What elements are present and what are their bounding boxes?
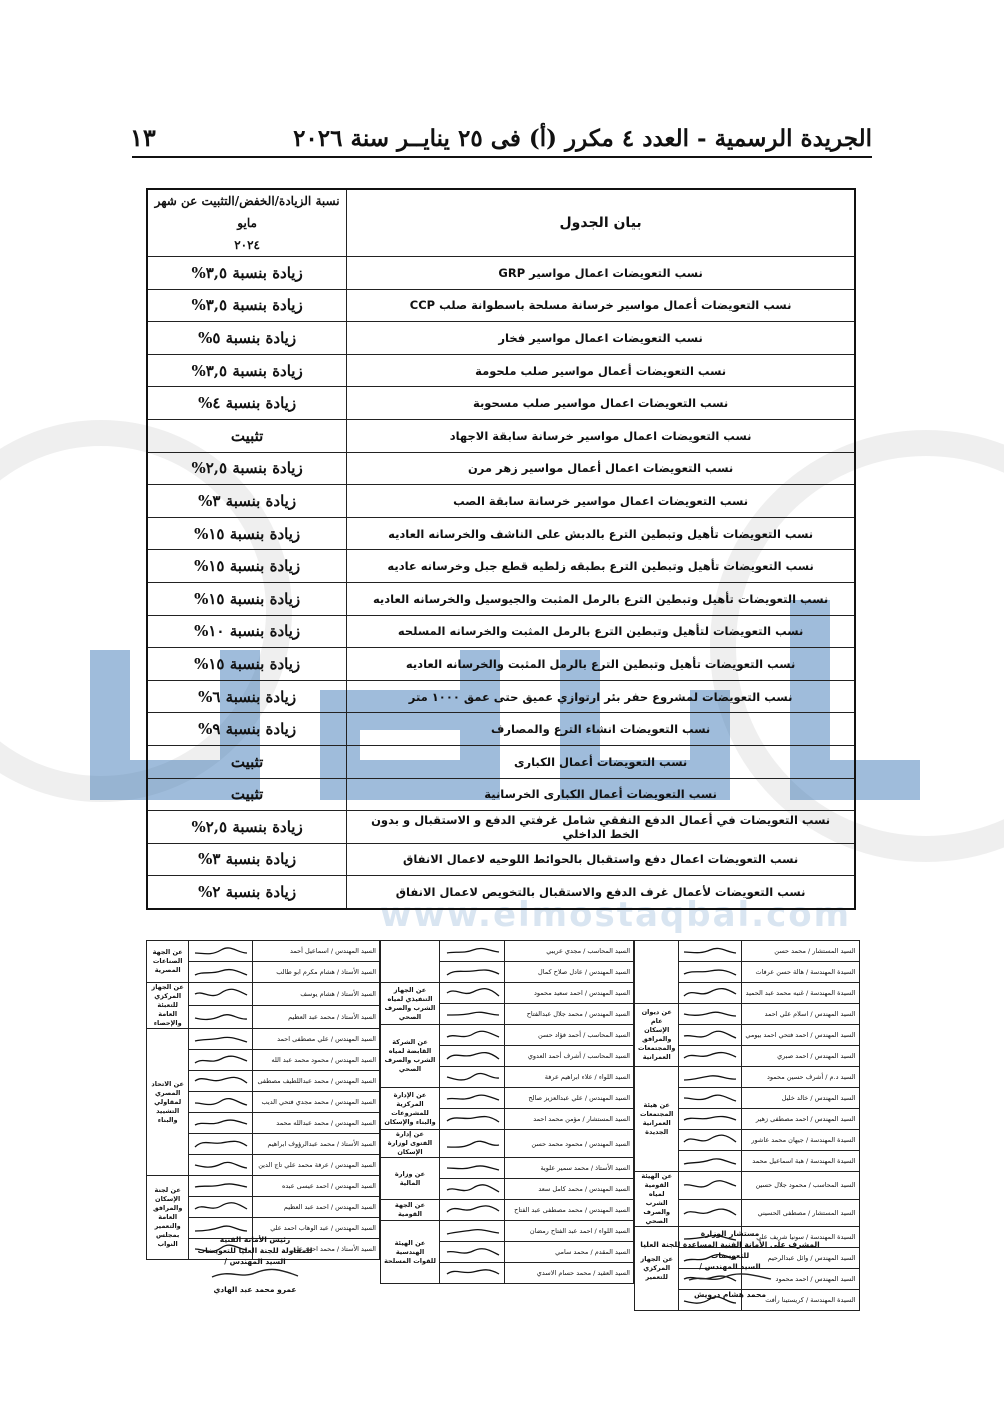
- signature-group: عن هيئة المجتمعات العمرانية الجديدة: [635, 1067, 679, 1172]
- col-desc-header: بيان الجدول: [347, 189, 855, 257]
- signature-scribble: [682, 984, 738, 1002]
- signature-scribble: [445, 1201, 501, 1219]
- signature-row: [147, 1176, 380, 1197]
- signatures-left: [146, 940, 380, 1260]
- signatory-name: السيد العقيد / محمد حسام الاسدي: [505, 1263, 634, 1284]
- row-rate: تثبيت: [147, 419, 347, 452]
- table-row: [147, 322, 855, 355]
- signatory-name: السيد المهندس / احمد سعيد محمود: [505, 983, 634, 1004]
- signature-cell: [679, 983, 742, 1004]
- signature-scribble: [193, 963, 249, 981]
- signature-scribble: [193, 1135, 249, 1153]
- row-rate: زيادة بنسبة ٣,٥%: [147, 257, 347, 290]
- signatory-name: السيد اللواء / علاء ابراهيم عرفة: [505, 1067, 634, 1088]
- signature-row: [147, 983, 380, 1006]
- footer-left-line4: عمرو محمد عبد الهادي: [213, 1285, 297, 1294]
- signature-scribble: [193, 1156, 249, 1174]
- row-rate: زيادة بنسبة ٣,٥%: [147, 289, 347, 322]
- row-description: نسب التعويضات اعمال مواسير GRP: [347, 257, 855, 290]
- table-row: [147, 419, 855, 452]
- signature-cell: [189, 1113, 253, 1134]
- row-rate: زيادة بنسبة ٣,٥%: [147, 354, 347, 387]
- row-description: نسب التعويضات لمشروع حفر بئر ارتوازي عميق حتى عمق ١٠٠٠ متر: [347, 680, 855, 713]
- signature-cell: [679, 1130, 742, 1151]
- row-rate: تثبيت: [147, 745, 347, 778]
- signatory-name: السيد الأستاذ / محمد احمد علي: [252, 1239, 379, 1260]
- table-row: [147, 354, 855, 387]
- signatures-middle: [380, 940, 634, 1284]
- row-description: نسب التعويضات تأهيل وتبطين الترع بالرمل المثبت والخرسانه العاديه: [347, 648, 855, 681]
- signatory-name: السيد المهندس / احمد فتحي احمد بيومي: [742, 1025, 859, 1046]
- signature-group: عن ديوان عام الإسكان والمرافق والمجتمعات العمرانية: [635, 1004, 679, 1067]
- table-row: [147, 745, 855, 778]
- signature-scribble: [682, 1204, 738, 1222]
- signatory-name: السيد المستشار / محمد حسن: [742, 941, 859, 962]
- signature-scribble: [445, 984, 501, 1002]
- row-description: نسب التعويضات تأهيل وتبطين الترع بالرمل المثبت والجيوسيل والخرسانه العاديه: [347, 582, 855, 615]
- signatory-name: السيدة المهندسة / كريستينا رأفت: [742, 1290, 859, 1311]
- footer-left-signatory: [170, 1234, 340, 1295]
- signature-row: [381, 1158, 634, 1179]
- signature-cell: [679, 1172, 742, 1200]
- signatory-name: السيدة المهندسة / سونيا شريف علي: [742, 1227, 859, 1248]
- table-row: [147, 289, 855, 322]
- gazette-title: الجريدة الرسمية - العدد ٤ مكرر (أ) فى ٢٥ ينايــر سنة ٢٠٢٦: [293, 125, 872, 152]
- compensation-table: [146, 188, 856, 910]
- signature-group: عن إدارة الفتوى لوزارة الإسكان: [381, 1130, 440, 1158]
- signature-scribble: [193, 1114, 249, 1132]
- signature-cell: [189, 1134, 253, 1155]
- signatory-name: السيد المهندس / عادل صلاح كمال: [505, 962, 634, 983]
- table-header-row: [147, 189, 855, 257]
- footer-right-signatory: [630, 1228, 830, 1300]
- col-rate-header-line1: نسبة الزيادة/الخفض/التثبيت عن شهر مايو: [154, 194, 340, 230]
- footer-right-line4: محمد هشام درويش: [693, 1290, 767, 1299]
- footer-right-signature: [685, 1272, 775, 1286]
- signature-cell: [679, 1109, 742, 1130]
- row-description: نسب التعويضات اعمال مواسير فخار: [347, 322, 855, 355]
- signature-cell: [679, 1151, 742, 1172]
- signature-group: عن الهيئة القومية لمياه الشرب والصرف الصحي: [635, 1172, 679, 1227]
- row-description: نسب التعويضات لتأهيل وتبطين الترع بالرمل المثبت والخرسانه المسلحه: [347, 615, 855, 648]
- signature-scribble: [682, 1131, 738, 1149]
- signature-group: عن لجنة الإسكان والمرافق العامة والتعمير بمجلس النواب: [147, 1176, 189, 1260]
- signature-row: [381, 1088, 634, 1109]
- footer-left-line3: السيد المهندس /: [224, 1257, 286, 1266]
- row-rate: زيادة بنسبة ١٠%: [147, 615, 347, 648]
- signature-scribble: [445, 963, 501, 981]
- table-row: [147, 550, 855, 583]
- table-row: [147, 257, 855, 290]
- signature-cell: [189, 1029, 253, 1050]
- signature-cell: [439, 983, 504, 1004]
- row-rate: زيادة بنسبة ١٥%: [147, 517, 347, 550]
- signature-scribble: [445, 1180, 501, 1198]
- signature-cell: [679, 941, 742, 962]
- signature-cell: [439, 1200, 504, 1221]
- signature-cell: [189, 1006, 253, 1029]
- row-description: نسب التعويضات اعمال مواسير خرسانة سابقة الاجهاد: [347, 419, 855, 452]
- signature-scribble: [682, 1152, 738, 1170]
- table-row: [147, 811, 855, 844]
- signature-group: عن الجهة الصناعات المصرية: [147, 941, 189, 983]
- signature-cell: [189, 962, 253, 983]
- signature-scribble: [445, 1068, 501, 1086]
- signature-cell: [679, 1088, 742, 1109]
- signature-group: عن الجهاز التنفيذي لمياه الشرب والصرف الصحي: [381, 983, 440, 1025]
- col-rate-header: [147, 189, 347, 257]
- signature-scribble: [193, 1198, 249, 1216]
- signature-cell: [189, 941, 253, 962]
- signature-cell: [439, 1025, 504, 1046]
- signatory-name: السيد المهندس / احمد صبري: [742, 1046, 859, 1067]
- signature-cell: [189, 1176, 253, 1197]
- signature-group: عن الهيئة الهندسية للقوات المسلحة: [381, 1221, 440, 1284]
- signature-scribble: [445, 1026, 501, 1044]
- footer-right-line3: السيد المهندس /: [699, 1262, 761, 1271]
- signature-row: [635, 941, 860, 962]
- signature-row: [381, 1221, 634, 1242]
- signature-group: عن الاتحاد المصري لمقاولي التشييد والبناء: [147, 1029, 189, 1176]
- row-description: نسب التعويضات تأهيل وتبطين الترع بطبقه زلطيه قطع جبل وخرسانه عاديه: [347, 550, 855, 583]
- signatory-name: السيد المستشار / مؤمن محمد احمد: [505, 1109, 634, 1130]
- signature-group: عن الإدارة المركزية للمشروعات والبناء والإسكان: [381, 1088, 440, 1130]
- signature-scribble: [193, 1051, 249, 1069]
- row-rate: زيادة بنسبة ٣%: [147, 843, 347, 876]
- footer-right-line1: مستشار الوزارة: [700, 1229, 760, 1238]
- signature-cell: [439, 1067, 504, 1088]
- signature-scribble: [445, 1222, 501, 1240]
- signature-cell: [439, 1046, 504, 1067]
- page-header: [130, 112, 872, 152]
- signature-scribble: [682, 1176, 738, 1194]
- signature-cell: [679, 1046, 742, 1067]
- row-rate: زيادة بنسبة ٦%: [147, 680, 347, 713]
- signature-group: عن وزارة المالية: [381, 1158, 440, 1200]
- row-description: نسب التعويضات اعمال مواسير خرسانة سابقة الصب: [347, 485, 855, 518]
- signature-cell: [439, 1088, 504, 1109]
- signatory-name: السيد المحاسب / محمود جلال حسين: [742, 1172, 859, 1200]
- signature-cell: [439, 1130, 504, 1158]
- signature-scribble: [193, 1030, 249, 1048]
- signatory-name: السيد المهندس / وائل عبدالرحيم: [742, 1248, 859, 1269]
- signature-scribble: [682, 1068, 738, 1086]
- table-row: [147, 876, 855, 909]
- signature-cell: [439, 1242, 504, 1263]
- watermark-site: www.elmostaqbal.com: [380, 895, 852, 935]
- page-number: ١٣: [130, 123, 156, 152]
- signature-row: [635, 1172, 860, 1200]
- signature-scribble: [445, 1089, 501, 1107]
- signature-cell: [439, 1179, 504, 1200]
- signatory-name: السيد الأستاذ / هشام يوسف: [252, 983, 379, 1006]
- row-description: نسب التعويضات في أعمال الدفع النفقي شامل غرفتي الدفع و الاستقبال و بدون الخط الداخلي: [347, 811, 855, 844]
- signatory-name: السيد المهندس / اسلام علي احمد: [742, 1004, 859, 1025]
- signatory-name: السيد الأستاذ / محمد عبدالرؤوف ابراهيم: [252, 1134, 379, 1155]
- signature-group: عن الجهة القومية: [381, 1200, 440, 1221]
- signature-cell: [679, 1004, 742, 1025]
- signature-cell: [439, 1263, 504, 1284]
- signature-row: [381, 941, 634, 962]
- signatory-name: السيد المهندس / محمد مجدي فتحي الديب: [252, 1092, 379, 1113]
- signatory-name: السيد المهندس / احمد مصطفى زهير: [742, 1109, 859, 1130]
- signature-scribble: [682, 963, 738, 981]
- signatory-name: السيد المهندس / محمود محمد عبد الله: [252, 1050, 379, 1071]
- signatory-name: السيدة المهندسة / غنيه محمد عبد الحميد: [742, 983, 859, 1004]
- signatory-name: السيد المهندس / محمد جلال عبدالفتاح: [505, 1004, 634, 1025]
- table-row: [147, 648, 855, 681]
- signature-cell: [439, 1109, 504, 1130]
- signatory-name: السيد المهندس / احمد محمود: [742, 1269, 859, 1290]
- footer-left-line1: رئيس الأمانة الفنية: [219, 1235, 291, 1244]
- signature-cell: [439, 1158, 504, 1179]
- row-description: نسب التعويضات اعمال مواسير صلب مسحوبة: [347, 387, 855, 420]
- signature-row: [381, 983, 634, 1004]
- signatory-name: السيدة المهندسة / هالة حسن عرفات: [742, 962, 859, 983]
- row-rate: زيادة بنسبة ٢,٥%: [147, 452, 347, 485]
- signature-scribble: [193, 1072, 249, 1090]
- row-rate: زيادة بنسبة ٢,٥%: [147, 811, 347, 844]
- footer-left-line2: للمقاولة للجنة العليا للتعويضات: [197, 1246, 313, 1255]
- signature-scribble: [445, 1243, 501, 1261]
- table-row: [147, 843, 855, 876]
- table-row: [147, 680, 855, 713]
- table-row: [147, 615, 855, 648]
- row-rate: زيادة بنسبة ٩%: [147, 713, 347, 746]
- table-row: [147, 387, 855, 420]
- signatory-name: السيد الأستاذ / محمد عبد العظيم: [252, 1006, 379, 1029]
- signature-cell: [189, 1092, 253, 1113]
- signature-group: [381, 941, 440, 983]
- signature-row: [147, 941, 380, 962]
- signature-row: [147, 1029, 380, 1050]
- signatory-name: السيد المهندس / احمد عبد العظيم: [252, 1197, 379, 1218]
- signature-row: [381, 1200, 634, 1221]
- signatory-name: السيد المهندس / محمود محمد حسن: [505, 1130, 634, 1158]
- signature-scribble: [445, 1264, 501, 1282]
- row-rate: زيادة بنسبة ١٥%: [147, 582, 347, 615]
- row-rate: زيادة بنسبة ٢%: [147, 876, 347, 909]
- signature-scribble: [193, 985, 249, 1003]
- signature-scribble: [445, 942, 501, 960]
- signatory-name: السيد الأستاذ / محمد سمير علوية: [505, 1158, 634, 1179]
- signatory-name: السيد اللواء / احمد عبد الفتاح رمضان: [505, 1221, 634, 1242]
- footer-right-line2: المشرف على الأمانة الفنية المساعدة للجنة العليا للتعويضات: [640, 1240, 820, 1260]
- signature-cell: [189, 1071, 253, 1092]
- signature-scribble: [682, 1026, 738, 1044]
- signature-scribble: [682, 1110, 738, 1128]
- signatory-name: السيد المهندس / عبد الوهاب احمد علي: [252, 1218, 379, 1239]
- signature-cell: [679, 1199, 742, 1227]
- row-description: نسب التعويضات انشاء الترع والمصارف: [347, 713, 855, 746]
- signature-row: [635, 1067, 860, 1088]
- signature-scribble: [682, 1005, 738, 1023]
- signature-group: [635, 941, 679, 1004]
- signature-cell: [189, 1155, 253, 1176]
- row-description: نسب التعويضات لأعمال غرف الدفع والاستقبال بالتخويص لاعمال الانفاق: [347, 876, 855, 909]
- signatory-name: السيد المهندس / اسماعيل أحمد: [252, 941, 379, 962]
- signatory-name: السيد المحاسب / أحمد فؤاد حسن: [505, 1025, 634, 1046]
- signature-cell: [679, 962, 742, 983]
- signatory-name: السيد المهندس / عرفة محمد علي تاج الدين: [252, 1155, 379, 1176]
- signature-scribble: [193, 1177, 249, 1195]
- signature-scribble: [445, 1005, 501, 1023]
- signature-cell: [439, 941, 504, 962]
- signature-row: [381, 1025, 634, 1046]
- signatory-name: السيد المهندس / محمد عبدالله محمد: [252, 1113, 379, 1134]
- signature-scribble: [445, 1135, 501, 1153]
- header-rule: [132, 156, 872, 158]
- table-row: [147, 778, 855, 811]
- signatory-name: السيد المحاسب / مجدي عريبي: [505, 941, 634, 962]
- signatory-name: السيد الأستاذ / هشام مكرم ابو طالب: [252, 962, 379, 983]
- signature-cell: [679, 1025, 742, 1046]
- signatory-name: السيد د.م / أشرف حسين محمود: [742, 1067, 859, 1088]
- signatory-name: السيد المهندس / علي مصطفى احمد: [252, 1029, 379, 1050]
- signatory-name: السيد المهندس / علي عبدالعزيز صالح: [505, 1088, 634, 1109]
- signatory-name: السيد المهندس / محمد كامل سعد: [505, 1179, 634, 1200]
- signatory-name: السيد المستشار / مصطفى الحسيني: [742, 1199, 859, 1227]
- table-row: [147, 452, 855, 485]
- signature-scribble: [682, 1047, 738, 1065]
- signature-scribble: [445, 1047, 501, 1065]
- row-description: نسب التعويضات اعمال دفع واستقبال بالحوائط اللوحيه لاعمال الانفاق: [347, 843, 855, 876]
- footer-left-signature: [210, 1267, 300, 1281]
- signatory-name: السيد المهندس / محمد مصطفى عبد الفتاح: [505, 1200, 634, 1221]
- signature-cell: [189, 1197, 253, 1218]
- signature-scribble: [193, 1093, 249, 1111]
- signature-row: [381, 1130, 634, 1158]
- signature-cell: [439, 962, 504, 983]
- signature-cell: [189, 983, 253, 1006]
- signature-group: عن الشركة القابضة لمياه الشرب والصرف الصحي: [381, 1025, 440, 1088]
- row-description: نسب التعويضات اعمال أعمال مواسير زهر مرن: [347, 452, 855, 485]
- table-row: [147, 582, 855, 615]
- signature-cell: [439, 1004, 504, 1025]
- row-rate: تثبيت: [147, 778, 347, 811]
- row-rate: زيادة بنسبة ١٥%: [147, 648, 347, 681]
- table-row: [147, 713, 855, 746]
- signature-scribble: [193, 1008, 249, 1026]
- signatory-name: السيد المحاسب / أشرف أحمد العدوي: [505, 1046, 634, 1067]
- signature-cell: [679, 1067, 742, 1088]
- row-rate: زيادة بنسبة ٤%: [147, 387, 347, 420]
- signature-scribble: [682, 1089, 738, 1107]
- signatory-name: السيد المهندس / احمد عيسى عبده: [252, 1176, 379, 1197]
- signatory-name: السيدة المهندسة / جيهان محمد عاشور: [742, 1130, 859, 1151]
- signature-group: عن الجهاز المركزي للتعمير: [635, 1227, 679, 1311]
- row-description: نسب التعويضات أعمال مواسير خرسانة مسلحة باسطوانة صلب CCP: [347, 289, 855, 322]
- col-rate-header-line2: ٢٠٢٤: [234, 238, 260, 252]
- row-rate: زيادة بنسبة ٥%: [147, 322, 347, 355]
- signature-scribble: [193, 942, 249, 960]
- signatory-name: السيد المقدم / محمد سامي: [505, 1242, 634, 1263]
- row-description: نسب التعويضات تأهيل وتبطين الترع بالدبش على الناشف والخرسانه العاديه: [347, 517, 855, 550]
- signature-group: عن الجهاز المركزي للتعبئة العامة والإحصاء: [147, 983, 189, 1029]
- signature-scribble: [682, 942, 738, 960]
- signatory-name: السيد المهندس / محمد عبداللطيف مصطفى: [252, 1071, 379, 1092]
- row-rate: زيادة بنسبة ٣%: [147, 485, 347, 518]
- signatory-name: السيد المهندس / خالد خليل: [742, 1088, 859, 1109]
- signature-scribble: [445, 1110, 501, 1128]
- signatory-name: السيدة المهندسة / هبة اسماعيل محمد: [742, 1151, 859, 1172]
- signature-cell: [189, 1050, 253, 1071]
- row-description: نسب التعويضات أعمال مواسير صلب ملحومة: [347, 354, 855, 387]
- signature-cell: [439, 1221, 504, 1242]
- row-description: نسب التعويضات أعمال الكبارى الخرسانية: [347, 778, 855, 811]
- signature-row: [635, 1004, 860, 1025]
- table-row: [147, 517, 855, 550]
- signature-scribble: [445, 1159, 501, 1177]
- row-description: نسب التعويضات أعمال الكبارى: [347, 745, 855, 778]
- table-row: [147, 485, 855, 518]
- row-rate: زيادة بنسبة ١٥%: [147, 550, 347, 583]
